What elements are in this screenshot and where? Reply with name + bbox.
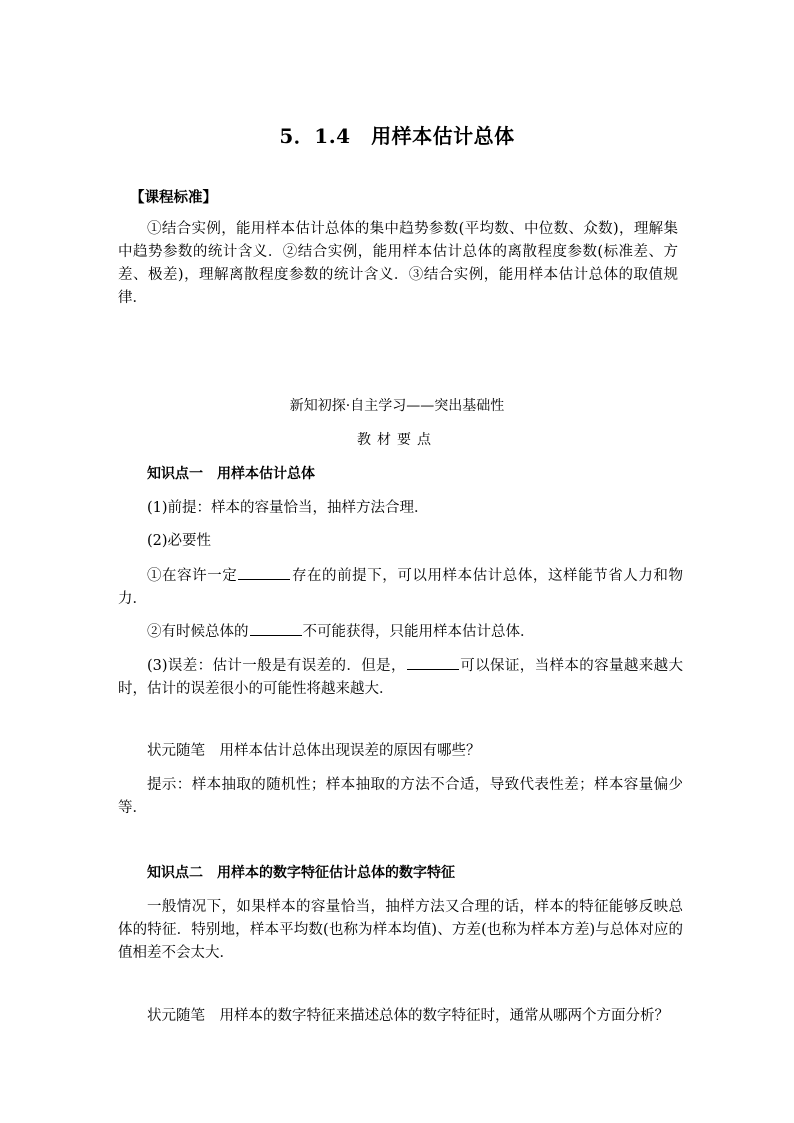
kp1-err-post: 可以保证，当样本的容量越来越大时，估计的误差很小的可能性将越来越大． <box>118 658 683 697</box>
note1-question: 状元随笔 用样本估计总体出现误差的原因有哪些？ <box>147 743 481 759</box>
kp1-necessity-2 <box>118 621 717 644</box>
kp1-n2-pre: ②有时候总体的 <box>147 624 249 640</box>
note2-question: 状元随笔 用样本的数字特征来描述总体的数字特征时，通常从哪两个方面分析？ <box>147 1008 669 1024</box>
kp1-error <box>118 655 683 701</box>
kp1-heading: 知识点一 用样本估计总体 <box>147 466 315 482</box>
kp1-n2-post: 不可能获得，只能用样本估计总体． <box>302 624 535 640</box>
kp1-err-pre: (3)误差：估计一般是有误差的．但是， <box>147 658 406 674</box>
standard-heading: 【课程标准】 <box>130 189 217 206</box>
note1-answer: 提示：样本抽取的随机性；样本抽取的方法不合适，导致代表性差；样本容量偏少等． <box>118 777 683 816</box>
standard-text: ①结合实例，能用样本估计总体的集中趋势参数(平均数、中位数、众数)，理解集中趋势参数的统计含义．②结合实例，能用样本估计总体的离散程度参数(标准差、方差、极差)，理解离散程度参数的统计含义．③结合实例，能用样本估计总体的取值规律． <box>118 221 678 306</box>
section-heading: 新知初探·自主学习——突出基础性 <box>289 398 505 414</box>
fill-blank-1[interactable] <box>238 565 290 580</box>
fill-blank-2[interactable] <box>250 621 302 636</box>
fill-blank-3[interactable] <box>407 655 459 670</box>
page-title: 5．1.4 用样本估计总体 <box>279 124 515 148</box>
kp2-heading: 知识点二 用样本的数字特征估计总体的数字特征 <box>147 865 455 881</box>
kp1-n1-post: 存在的前提下，可以用样本估计总体，这样能节省人力和物力． <box>118 568 683 607</box>
kp1-premise: (1)前提：样本的容量恰当，抽样方法合理． <box>147 500 429 516</box>
kp2-text: 一般情况下，如果样本的容量恰当，抽样方法又合理的话，样本的特征能够反映总体的特征．特别地，样本平均数(也称为样本均值)、方差(也称为样本方差)与总体对应的值相差不会太大． <box>118 899 683 961</box>
subsection-heading: 教材要点 <box>357 432 437 448</box>
kp1-necessity-1 <box>118 565 683 611</box>
kp1-necessity: (2)必要性 <box>147 533 212 549</box>
kp1-n1-pre: ①在容许一定 <box>147 568 238 584</box>
